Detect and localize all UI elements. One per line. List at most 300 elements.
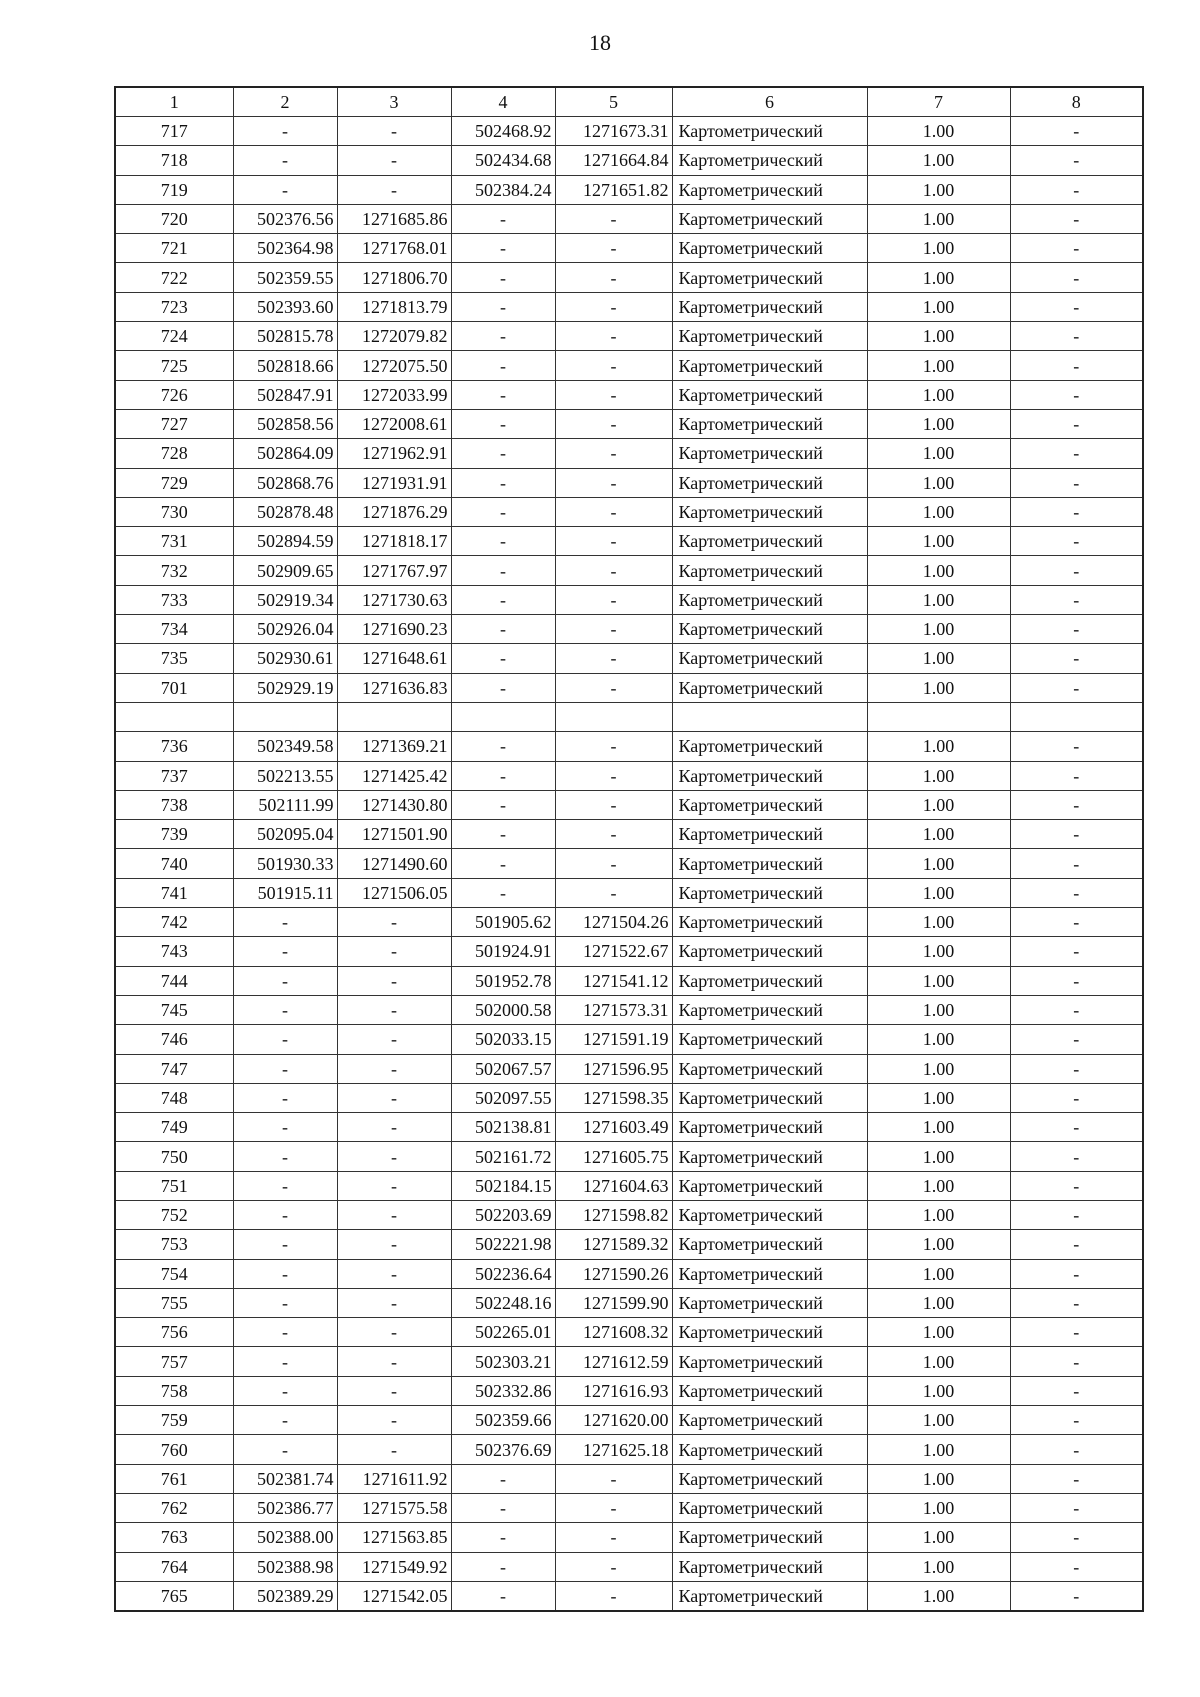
y-coord-existing-cell: - — [337, 146, 451, 175]
y-coord-existing-cell: - — [337, 1406, 451, 1435]
y-coord-new-cell: 1271605.75 — [555, 1142, 672, 1171]
description-cell: - — [1010, 263, 1143, 292]
x-coord-existing-cell: 502381.74 — [233, 1464, 337, 1493]
method-cell: Картометрический — [672, 204, 867, 233]
y-coord-existing-cell: 1272033.99 — [337, 380, 451, 409]
page-number: 18 — [589, 30, 611, 55]
table-row — [115, 1493, 1143, 1522]
y-coord-existing-cell: - — [337, 1025, 451, 1054]
header-cell-col-5: 5 — [555, 87, 672, 117]
x-coord-existing-cell: - — [233, 937, 337, 966]
x-coord-existing-cell: - — [233, 1025, 337, 1054]
y-coord-existing-cell: - — [337, 995, 451, 1024]
point-number-cell: 732 — [115, 556, 233, 585]
method-cell: Картометрический — [672, 615, 867, 644]
accuracy-cell: 1.00 — [867, 644, 1010, 673]
y-coord-new-cell: - — [555, 790, 672, 819]
y-coord-existing-cell: 1271611.92 — [337, 1464, 451, 1493]
y-coord-new-cell: - — [555, 527, 672, 556]
method-cell: Картометрический — [672, 908, 867, 937]
x-coord-new-cell: 502384.24 — [451, 175, 555, 204]
x-coord-new-cell: 502184.15 — [451, 1171, 555, 1200]
method-cell: Картометрический — [672, 1376, 867, 1405]
method-cell: Картометрический — [672, 1406, 867, 1435]
x-coord-existing-cell: 501930.33 — [233, 849, 337, 878]
description-cell: - — [1010, 234, 1143, 263]
method-cell: Картометрический — [672, 292, 867, 321]
method-cell: Картометрический — [672, 439, 867, 468]
method-cell: Картометрический — [672, 1318, 867, 1347]
x-coord-existing-cell: - — [233, 1142, 337, 1171]
x-coord-existing-cell: - — [233, 1230, 337, 1259]
table-row — [115, 117, 1143, 146]
method-cell: Картометрический — [672, 1230, 867, 1259]
description-cell: - — [1010, 439, 1143, 468]
method-cell: Картометрический — [672, 1054, 867, 1083]
accuracy-cell: 1.00 — [867, 117, 1010, 146]
method-cell: Картометрический — [672, 732, 867, 761]
table-row — [115, 995, 1143, 1024]
y-coord-existing-cell: 1271730.63 — [337, 585, 451, 614]
x-coord-existing-cell: - — [233, 995, 337, 1024]
description-cell: - — [1010, 380, 1143, 409]
y-coord-new-cell: - — [555, 409, 672, 438]
table-row — [115, 380, 1143, 409]
x-coord-new-cell: - — [451, 292, 555, 321]
table-row — [115, 1435, 1143, 1464]
table-row — [115, 1230, 1143, 1259]
point-number-cell: 748 — [115, 1083, 233, 1112]
y-coord-new-cell: 1271673.31 — [555, 117, 672, 146]
point-number-cell: 701 — [115, 673, 233, 702]
x-coord-new-cell: - — [451, 761, 555, 790]
y-coord-new-cell: - — [555, 556, 672, 585]
method-cell: Картометрический — [672, 1083, 867, 1112]
point-number-cell: 756 — [115, 1318, 233, 1347]
x-coord-new-cell: 502221.98 — [451, 1230, 555, 1259]
y-coord-existing-cell: - — [337, 1230, 451, 1259]
x-coord-new-cell: - — [451, 1493, 555, 1522]
y-coord-new-cell: 1271616.93 — [555, 1376, 672, 1405]
x-coord-new-cell: 502303.21 — [451, 1347, 555, 1376]
description-cell: - — [1010, 761, 1143, 790]
description-cell: - — [1010, 322, 1143, 351]
y-coord-existing-cell: 1271425.42 — [337, 761, 451, 790]
point-number-cell: 765 — [115, 1581, 233, 1611]
point-number-cell: 731 — [115, 527, 233, 556]
y-coord-new-cell: - — [555, 732, 672, 761]
point-number-cell: 734 — [115, 615, 233, 644]
point-number-cell: 758 — [115, 1376, 233, 1405]
x-coord-new-cell: 501924.91 — [451, 937, 555, 966]
description-cell: - — [1010, 644, 1143, 673]
x-coord-new-cell: 502067.57 — [451, 1054, 555, 1083]
table-row — [115, 878, 1143, 907]
accuracy-cell: 1.00 — [867, 1493, 1010, 1522]
method-cell: Картометрический — [672, 556, 867, 585]
method-cell: Картометрический — [672, 1171, 867, 1200]
y-coord-new-cell: - — [555, 1523, 672, 1552]
table-row — [115, 1581, 1143, 1611]
point-number-cell: 755 — [115, 1288, 233, 1317]
point-number-cell: 741 — [115, 878, 233, 907]
y-coord-new-cell: - — [555, 380, 672, 409]
accuracy-cell: 1.00 — [867, 732, 1010, 761]
table-row — [115, 409, 1143, 438]
method-cell: Картометрический — [672, 849, 867, 878]
description-cell: - — [1010, 1054, 1143, 1083]
y-coord-new-cell: 1271591.19 — [555, 1025, 672, 1054]
description-cell: - — [1010, 908, 1143, 937]
x-coord-new-cell: - — [451, 322, 555, 351]
x-coord-existing-cell: - — [233, 1083, 337, 1112]
description-cell: - — [1010, 409, 1143, 438]
y-coord-existing-cell: 1271818.17 — [337, 527, 451, 556]
x-coord-new-cell: 502434.68 — [451, 146, 555, 175]
accuracy-cell: 1.00 — [867, 292, 1010, 321]
x-coord-existing-cell: 502388.98 — [233, 1552, 337, 1581]
method-cell: Картометрический — [672, 1142, 867, 1171]
y-coord-existing-cell: 1271685.86 — [337, 204, 451, 233]
x-coord-new-cell: 502332.86 — [451, 1376, 555, 1405]
method-cell: Картометрический — [672, 468, 867, 497]
x-coord-existing-cell: - — [233, 966, 337, 995]
x-coord-existing-cell: 502111.99 — [233, 790, 337, 819]
x-coord-existing-cell: 502213.55 — [233, 761, 337, 790]
x-coord-new-cell: - — [451, 615, 555, 644]
method-cell: Картометрический — [672, 995, 867, 1024]
accuracy-cell: 1.00 — [867, 556, 1010, 585]
point-number-cell: 762 — [115, 1493, 233, 1522]
table-row — [115, 263, 1143, 292]
description-cell: - — [1010, 937, 1143, 966]
point-number-cell: 733 — [115, 585, 233, 614]
accuracy-cell: 1.00 — [867, 468, 1010, 497]
method-cell: Картометрический — [672, 1493, 867, 1522]
point-number-cell — [115, 702, 233, 731]
method-cell: Картометрический — [672, 1200, 867, 1229]
table-row — [115, 966, 1143, 995]
method-cell: Картометрический — [672, 878, 867, 907]
y-coord-existing-cell: - — [337, 1259, 451, 1288]
x-coord-new-cell — [451, 702, 555, 731]
table-row — [115, 1288, 1143, 1317]
x-coord-existing-cell: 502359.55 — [233, 263, 337, 292]
accuracy-cell: 1.00 — [867, 234, 1010, 263]
description-cell: - — [1010, 1464, 1143, 1493]
x-coord-existing-cell: 502894.59 — [233, 527, 337, 556]
point-number-cell: 719 — [115, 175, 233, 204]
table-row — [115, 351, 1143, 380]
accuracy-cell: 1.00 — [867, 1288, 1010, 1317]
point-number-cell: 728 — [115, 439, 233, 468]
accuracy-cell: 1.00 — [867, 1376, 1010, 1405]
y-coord-existing-cell: 1271931.91 — [337, 468, 451, 497]
method-cell: Картометрический — [672, 322, 867, 351]
method-cell: Картометрический — [672, 1259, 867, 1288]
y-coord-new-cell: - — [555, 644, 672, 673]
accuracy-cell: 1.00 — [867, 1142, 1010, 1171]
x-coord-new-cell: - — [451, 790, 555, 819]
x-coord-existing-cell: 502864.09 — [233, 439, 337, 468]
description-cell: - — [1010, 146, 1143, 175]
x-coord-new-cell: - — [451, 644, 555, 673]
table-row — [115, 820, 1143, 849]
table-row — [115, 146, 1143, 175]
y-coord-existing-cell: 1271636.83 — [337, 673, 451, 702]
x-coord-new-cell: - — [451, 878, 555, 907]
accuracy-cell: 1.00 — [867, 908, 1010, 937]
y-coord-new-cell: - — [555, 263, 672, 292]
y-coord-existing-cell: - — [337, 1288, 451, 1317]
x-coord-new-cell: - — [451, 556, 555, 585]
y-coord-new-cell: - — [555, 322, 672, 351]
y-coord-existing-cell: 1271430.80 — [337, 790, 451, 819]
point-number-cell: 721 — [115, 234, 233, 263]
x-coord-existing-cell: 502818.66 — [233, 351, 337, 380]
accuracy-cell: 1.00 — [867, 146, 1010, 175]
method-cell: Картометрический — [672, 263, 867, 292]
description-cell: - — [1010, 1493, 1143, 1522]
table-row — [115, 175, 1143, 204]
y-coord-new-cell: 1271625.18 — [555, 1435, 672, 1464]
x-coord-new-cell: - — [451, 263, 555, 292]
accuracy-cell: 1.00 — [867, 380, 1010, 409]
point-number-cell: 749 — [115, 1113, 233, 1142]
description-cell: - — [1010, 585, 1143, 614]
x-coord-existing-cell: - — [233, 117, 337, 146]
y-coord-existing-cell: - — [337, 1435, 451, 1464]
y-coord-existing-cell: 1271813.79 — [337, 292, 451, 321]
description-cell: - — [1010, 117, 1143, 146]
method-cell: Картометрический — [672, 1025, 867, 1054]
x-coord-new-cell: - — [451, 849, 555, 878]
point-number-cell: 730 — [115, 497, 233, 526]
accuracy-cell: 1.00 — [867, 1406, 1010, 1435]
description-cell: - — [1010, 175, 1143, 204]
method-cell: Картометрический — [672, 1113, 867, 1142]
x-coord-new-cell: - — [451, 468, 555, 497]
x-coord-new-cell: 502097.55 — [451, 1083, 555, 1112]
accuracy-cell: 1.00 — [867, 937, 1010, 966]
y-coord-existing-cell: - — [337, 1083, 451, 1112]
x-coord-new-cell: 502000.58 — [451, 995, 555, 1024]
y-coord-existing-cell: 1271962.91 — [337, 439, 451, 468]
accuracy-cell: 1.00 — [867, 761, 1010, 790]
x-coord-existing-cell: - — [233, 1347, 337, 1376]
table-row — [115, 1347, 1143, 1376]
x-coord-new-cell: 502359.66 — [451, 1406, 555, 1435]
point-number-cell: 763 — [115, 1523, 233, 1552]
x-coord-existing-cell: - — [233, 1171, 337, 1200]
y-coord-new-cell: 1271541.12 — [555, 966, 672, 995]
accuracy-cell: 1.00 — [867, 1025, 1010, 1054]
header-row — [115, 87, 1143, 117]
description-cell: - — [1010, 1318, 1143, 1347]
x-coord-new-cell: - — [451, 234, 555, 263]
table-row — [115, 1054, 1143, 1083]
table-row — [115, 1552, 1143, 1581]
table-row — [115, 673, 1143, 702]
method-cell: Картометрический — [672, 146, 867, 175]
y-coord-existing-cell: 1271876.29 — [337, 497, 451, 526]
method-cell: Картометрический — [672, 409, 867, 438]
description-cell: - — [1010, 497, 1143, 526]
x-coord-existing-cell: - — [233, 1288, 337, 1317]
table-row — [115, 585, 1143, 614]
y-coord-new-cell: 1271598.35 — [555, 1083, 672, 1112]
description-cell: - — [1010, 878, 1143, 907]
method-cell: Картометрический — [672, 1435, 867, 1464]
table-row — [115, 1464, 1143, 1493]
y-coord-new-cell: - — [555, 439, 672, 468]
x-coord-new-cell: - — [451, 585, 555, 614]
x-coord-existing-cell: 502919.34 — [233, 585, 337, 614]
accuracy-cell: 1.00 — [867, 497, 1010, 526]
y-coord-existing-cell: 1271768.01 — [337, 234, 451, 263]
point-number-cell: 744 — [115, 966, 233, 995]
x-coord-new-cell: - — [451, 380, 555, 409]
y-coord-new-cell: 1271573.31 — [555, 995, 672, 1024]
x-coord-existing-cell: - — [233, 146, 337, 175]
y-coord-new-cell: - — [555, 849, 672, 878]
y-coord-existing-cell: 1271648.61 — [337, 644, 451, 673]
y-coord-existing-cell: 1271490.60 — [337, 849, 451, 878]
x-coord-existing-cell: 502868.76 — [233, 468, 337, 497]
table-row — [115, 790, 1143, 819]
x-coord-existing-cell: - — [233, 175, 337, 204]
header-cell-col-7: 7 — [867, 87, 1010, 117]
x-coord-new-cell: 502033.15 — [451, 1025, 555, 1054]
accuracy-cell: 1.00 — [867, 1464, 1010, 1493]
table-row — [115, 527, 1143, 556]
point-number-cell: 723 — [115, 292, 233, 321]
x-coord-existing-cell: 501915.11 — [233, 878, 337, 907]
accuracy-cell: 1.00 — [867, 1552, 1010, 1581]
point-number-cell: 746 — [115, 1025, 233, 1054]
y-coord-new-cell: 1271504.26 — [555, 908, 672, 937]
x-coord-existing-cell: 502926.04 — [233, 615, 337, 644]
description-cell: - — [1010, 1171, 1143, 1200]
description-cell: - — [1010, 1552, 1143, 1581]
y-coord-new-cell: 1271620.00 — [555, 1406, 672, 1435]
method-cell: Картометрический — [672, 585, 867, 614]
table-row — [115, 322, 1143, 351]
table-row — [115, 615, 1143, 644]
y-coord-existing-cell: - — [337, 1200, 451, 1229]
x-coord-new-cell: - — [451, 820, 555, 849]
point-number-cell: 757 — [115, 1347, 233, 1376]
y-coord-new-cell: - — [555, 1552, 672, 1581]
x-coord-new-cell: - — [451, 497, 555, 526]
table-row — [115, 849, 1143, 878]
description-cell: - — [1010, 849, 1143, 878]
x-coord-existing-cell: - — [233, 1406, 337, 1435]
accuracy-cell: 1.00 — [867, 409, 1010, 438]
table-row — [115, 468, 1143, 497]
y-coord-new-cell: 1271664.84 — [555, 146, 672, 175]
x-coord-existing-cell: 502393.60 — [233, 292, 337, 321]
method-cell: Картометрический — [672, 380, 867, 409]
table-row — [115, 1200, 1143, 1229]
y-coord-existing-cell: - — [337, 117, 451, 146]
description-cell: - — [1010, 1406, 1143, 1435]
accuracy-cell: 1.00 — [867, 1259, 1010, 1288]
header-cell-col-1: 1 — [115, 87, 233, 117]
x-coord-new-cell: 502248.16 — [451, 1288, 555, 1317]
method-cell: Картометрический — [672, 351, 867, 380]
method-cell: Картометрический — [672, 234, 867, 263]
point-number-cell: 737 — [115, 761, 233, 790]
point-number-cell: 761 — [115, 1464, 233, 1493]
description-cell: - — [1010, 1083, 1143, 1112]
x-coord-existing-cell: 502878.48 — [233, 497, 337, 526]
table-row — [115, 908, 1143, 937]
method-cell: Картометрический — [672, 937, 867, 966]
y-coord-new-cell: - — [555, 878, 672, 907]
x-coord-new-cell: 502203.69 — [451, 1200, 555, 1229]
y-coord-new-cell: - — [555, 234, 672, 263]
x-coord-new-cell: 501952.78 — [451, 966, 555, 995]
table-row — [115, 1083, 1143, 1112]
x-coord-new-cell: - — [451, 1464, 555, 1493]
y-coord-new-cell: 1271589.32 — [555, 1230, 672, 1259]
description-cell: - — [1010, 1200, 1143, 1229]
method-cell: Картометрический — [672, 527, 867, 556]
x-coord-existing-cell: 502929.19 — [233, 673, 337, 702]
description-cell: - — [1010, 1523, 1143, 1552]
point-number-cell: 759 — [115, 1406, 233, 1435]
y-coord-existing-cell: - — [337, 1171, 451, 1200]
method-cell: Картометрический — [672, 1552, 867, 1581]
description-cell: - — [1010, 995, 1143, 1024]
y-coord-new-cell: - — [555, 585, 672, 614]
table-row — [115, 1376, 1143, 1405]
x-coord-new-cell: - — [451, 351, 555, 380]
point-number-cell: 729 — [115, 468, 233, 497]
method-cell: Картометрический — [672, 966, 867, 995]
accuracy-cell: 1.00 — [867, 849, 1010, 878]
accuracy-cell: 1.00 — [867, 263, 1010, 292]
x-coord-new-cell: - — [451, 673, 555, 702]
y-coord-new-cell: - — [555, 204, 672, 233]
point-number-cell: 752 — [115, 1200, 233, 1229]
point-number-cell: 760 — [115, 1435, 233, 1464]
accuracy-cell: 1.00 — [867, 351, 1010, 380]
method-cell: Картометрический — [672, 1523, 867, 1552]
y-coord-new-cell: - — [555, 497, 672, 526]
method-cell: Картометрический — [672, 1581, 867, 1611]
x-coord-new-cell: - — [451, 204, 555, 233]
point-number-cell: 717 — [115, 117, 233, 146]
x-coord-existing-cell: 502847.91 — [233, 380, 337, 409]
x-coord-new-cell: 502138.81 — [451, 1113, 555, 1142]
point-number-cell: 751 — [115, 1171, 233, 1200]
point-number-cell: 740 — [115, 849, 233, 878]
accuracy-cell: 1.00 — [867, 995, 1010, 1024]
y-coord-new-cell: - — [555, 1464, 672, 1493]
table-row — [115, 1406, 1143, 1435]
description-cell: - — [1010, 292, 1143, 321]
y-coord-existing-cell: - — [337, 175, 451, 204]
accuracy-cell: 1.00 — [867, 527, 1010, 556]
method-cell: Картометрический — [672, 1288, 867, 1317]
y-coord-new-cell: 1271590.26 — [555, 1259, 672, 1288]
accuracy-cell: 1.00 — [867, 585, 1010, 614]
x-coord-existing-cell — [233, 702, 337, 731]
header-cell-col-2: 2 — [233, 87, 337, 117]
table-row — [115, 937, 1143, 966]
